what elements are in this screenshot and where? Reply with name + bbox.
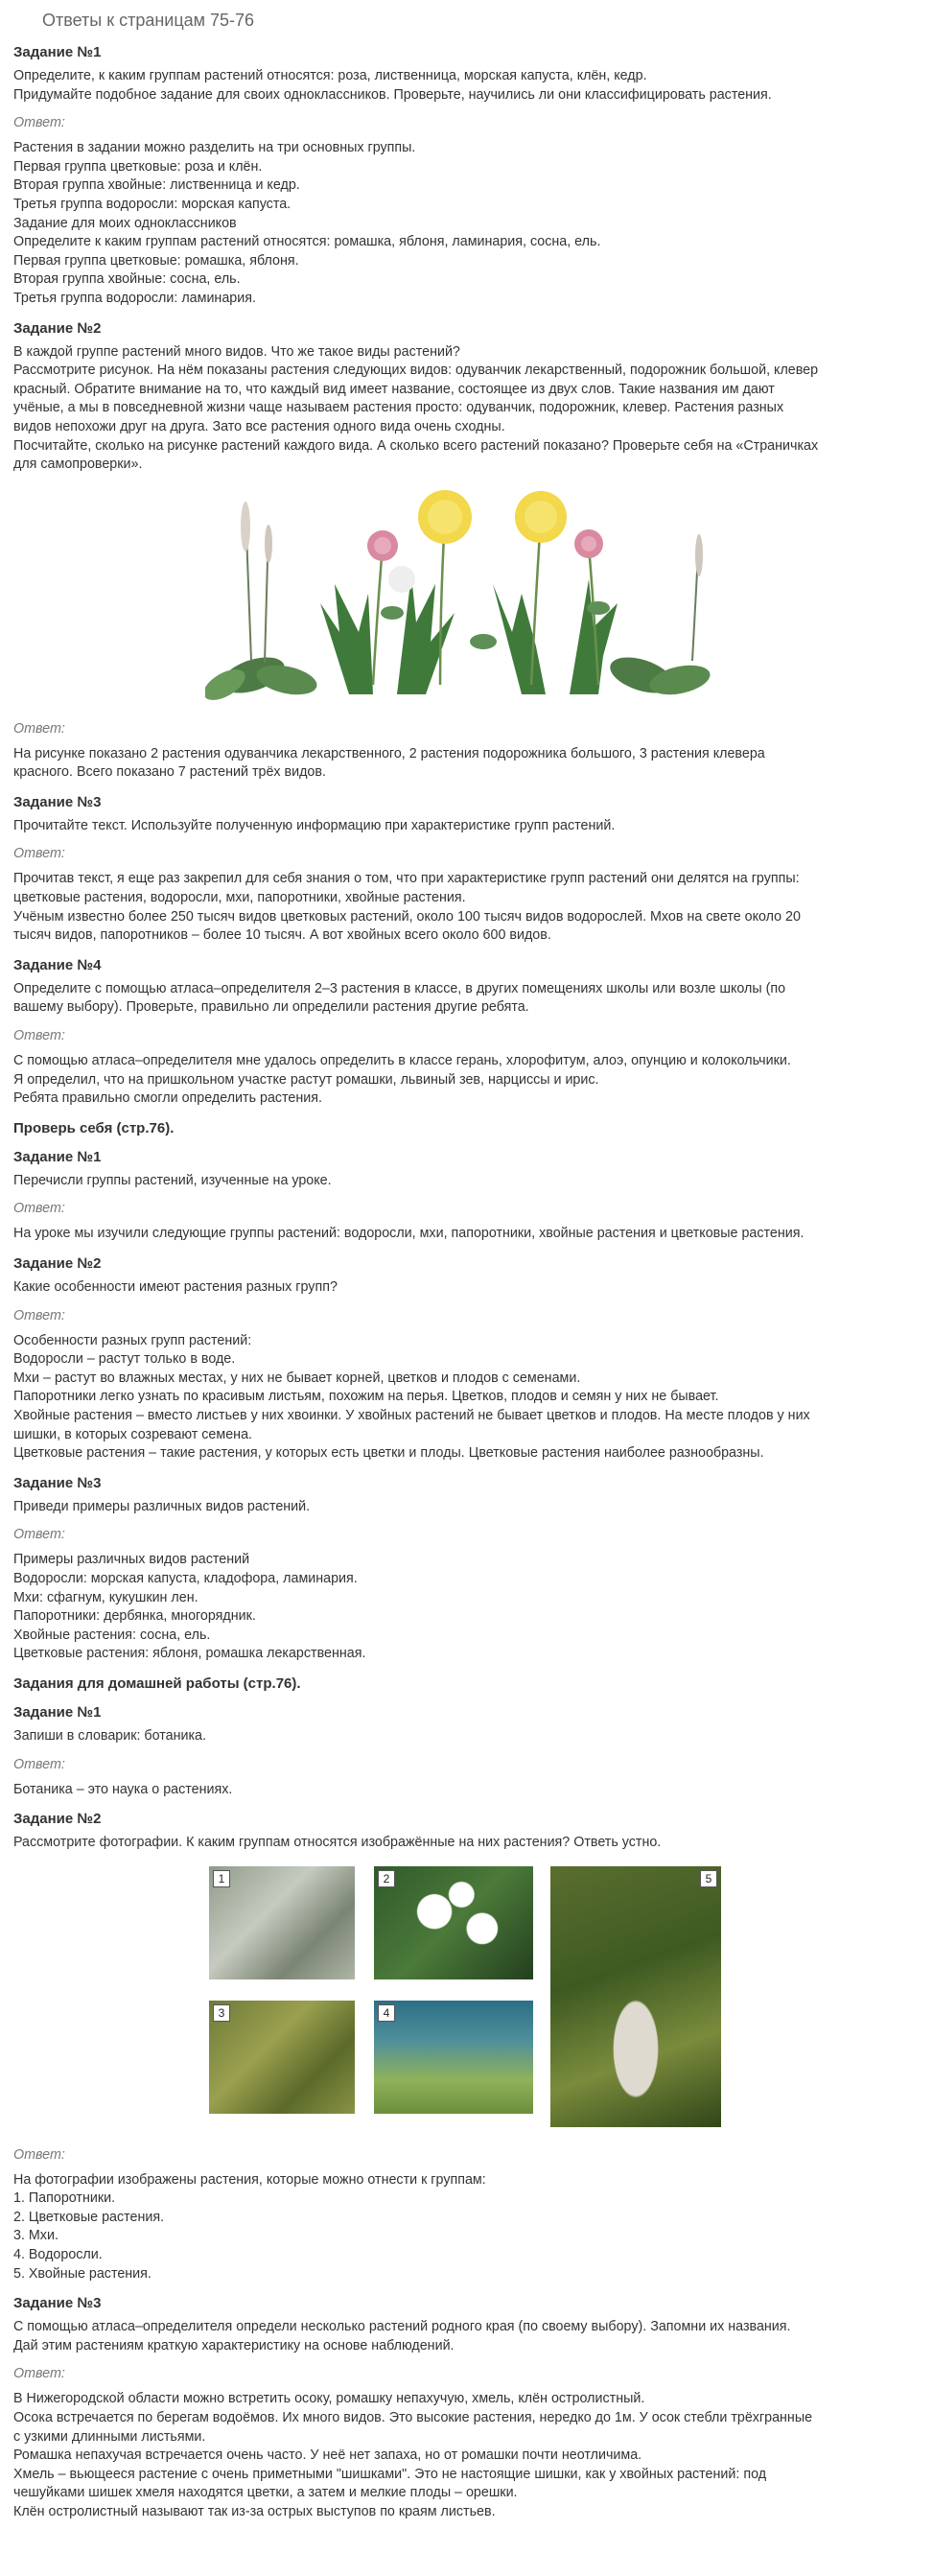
task1-answer-line: Определите к каким группам растений относятся: ромашка, яблоня, ламинария, сосна, ель. — [13, 234, 601, 250]
home-q3-question — [13, 2318, 921, 2355]
task4-question-line: Определите с помощью атласа–определителя 2–3 растения в классе, в других помещениях школы или возле школы (по — [13, 980, 786, 996]
dandelion-leaves — [320, 574, 618, 694]
check-q3-question-line: Приведи примеры различных видов растений. — [13, 1498, 311, 1514]
task2-answer-label: Ответ: — [13, 720, 65, 737]
check-q1-answer — [13, 1225, 921, 1244]
home-q2-question-line: Рассмотрите фотографии. К каким группам относятся изображённые на них растения? Ответь устно. — [13, 1835, 662, 1851]
task1-answer-line: Вторая группа хвойные: лиственница и кедр. — [13, 177, 300, 194]
photo-fern — [209, 1866, 355, 1979]
page-title: Ответы к страницам 75-76 — [42, 11, 255, 30]
task1-answer-line: Задание для моих одноклассников — [13, 215, 237, 231]
task3-answer — [13, 870, 921, 945]
home-q1-answer-line: Ботаника – это наука о растениях. — [13, 1781, 233, 1797]
check-q2-answer-line: Особенности разных групп растений: — [13, 1332, 252, 1348]
home-q3-answer-line: Ромашка непахучая встречается очень часто. У неё нет запаха, но от ромашки почти неотличима. — [13, 2447, 642, 2464]
home-heading: Задания для домашней работы (стр.76). — [13, 1674, 301, 1692]
check-q2-heading: Задание №2 — [13, 1255, 102, 1272]
task2-question-line: В каждой группе растений много видов. Что же такое виды растений? — [13, 343, 460, 360]
home-q2-answer-line: 1. Папоротники. — [13, 2190, 116, 2207]
task4-answer — [13, 1052, 921, 1109]
home-q3-answer — [13, 2390, 921, 2521]
check-q1-answer-label: Ответ: — [13, 1201, 65, 1217]
task3-answer-line: Учёным известно более 250 тысяч видов цветковых растений, около 100 тысяч видов водорослей. Мхов на свете около 20 — [13, 908, 801, 925]
photo-moss — [209, 2001, 355, 2114]
dandelion-flowers — [418, 490, 567, 544]
task3-heading: Задание №3 — [13, 793, 102, 810]
check-q3-question — [13, 1498, 921, 1517]
home-q3-question-line: Дай этим растениям краткую характеристику на основе наблюдений. — [13, 2337, 455, 2354]
task2-question-line: Рассмотрите рисунок. На нём показаны растения следующих видов: одуванчик лекарственный, подорожник большой, клевер — [13, 363, 819, 379]
task3-question — [13, 817, 921, 836]
home-q1-question — [13, 1727, 921, 1746]
task4-answer-label: Ответ: — [13, 1028, 65, 1044]
task2-answer — [13, 745, 921, 783]
check-q1-heading: Задание №1 — [13, 1148, 102, 1165]
home-q3-answer-line: Осока встречается по берегам водоёмов. Их много видов. Это высокие растения, нередко до 1м. У осок стебли трёхгранные — [13, 2410, 813, 2426]
task1-answer-line: Первая группа цветковые: роза и клён. — [13, 158, 263, 175]
plant-photos — [209, 1866, 746, 2135]
check-q3-answer-line: Водоросли: морская капуста, кладофора, ламинария. — [13, 1570, 358, 1586]
task2-question-line: учёные, а мы в повседневной жизни чаще называем растения просто: одуванчик, подорожник, клевер. Растения разных — [13, 400, 784, 416]
plantain-leaves — [205, 650, 712, 706]
task2-question — [13, 343, 921, 475]
photo-flowers — [374, 1866, 533, 1979]
check-q2-answer-line: Цветковые растения – такие растения, у которых есть цветки и плоды. Цветковые растения наиболее разнообразны. — [13, 1445, 764, 1462]
photo-number: 2 — [378, 1870, 395, 1887]
task2-answer-line: красного. Всего показано 7 растений трёх видов. — [13, 764, 326, 781]
task4-answer-line: Я определил, что на пришкольном участке растут ромашки, львиный зев, нарциссы и ирис. — [13, 1071, 599, 1088]
check-q2-answer-line: шишки, в которых созревают семена. — [13, 1426, 252, 1442]
check-q2-answer-line: Мхи – растут во влажных местах, у них не бывает корней, цветков и плодов с семенами. — [13, 1370, 581, 1386]
check-q2-answer-line: Хвойные растения – вместо листьев у них хвоинки. У хвойных растений не бывает цветков и плодов. На месте плодов у них — [13, 1407, 810, 1423]
task1-answer-line: Третья группа водоросли: ламинария. — [13, 290, 256, 306]
task2-question-line: для самопроверки». — [13, 457, 143, 473]
check-q3-answer-line: Примеры различных видов растений — [13, 1552, 250, 1568]
home-q3-answer-line: чешуйками шишек хмеля находятся цветки, а затем и мелкие плоды – орешки. — [13, 2485, 518, 2501]
task2-question-line: красный. Обратите внимание на то, что каждый вид имеет название, состоящее из двух слов. Такие названия им дают — [13, 381, 775, 397]
home-q1-answer — [13, 1781, 921, 1800]
check-q3-answer — [13, 1551, 921, 1664]
check-q1-question — [13, 1172, 921, 1191]
check-q3-answer-line: Мхи: сфагнум, кукушкин лен. — [13, 1589, 198, 1605]
photo-number: 5 — [700, 1870, 717, 1887]
check-q3-heading: Задание №3 — [13, 1474, 102, 1491]
check-q3-answer-line: Папоротники: дербянка, многорядник. — [13, 1608, 256, 1625]
task2-question-line: видов непохожи друг на друга. Зато все растения одного вида очень сходны. — [13, 418, 505, 434]
task1-answer-line: Третья группа водоросли: морская капуста. — [13, 196, 292, 212]
photo-number: 3 — [213, 2004, 230, 2022]
task4-heading: Задание №4 — [13, 956, 102, 973]
check-q1-question-line: Перечисли группы растений, изученные на уроке. — [13, 1172, 332, 1188]
check-q2-answer-line: Папоротники легко узнать по красивым листьям, похожим на перья. Цветков, плодов и семян у них не бывает. — [13, 1389, 719, 1405]
check-q2-question — [13, 1278, 921, 1298]
task1-question-line: Определите, к каким группам растений относятся: роза, лиственница, морская капуста, клён, кедр. — [13, 68, 647, 83]
photo-pine-cone — [550, 1866, 721, 2127]
task1-heading: Задание №1 — [13, 44, 102, 60]
home-q2-answer-line: 3. Мхи. — [13, 2228, 58, 2244]
task3-answer-line: Прочитав текст, я еще раз закрепил для себя знания о том, что при характеристике групп растений они делятся на группы: — [13, 871, 800, 887]
clover-flowers — [367, 529, 603, 593]
home-q1-heading: Задание №1 — [13, 1703, 102, 1721]
check-q1-answer-line: На уроке мы изучили следующие группы растений: водоросли, мхи, папоротники, хвойные растения и цветковые растения. — [13, 1226, 805, 1242]
home-q2-answer-line: 4. Водоросли. — [13, 2247, 103, 2263]
task3-answer-line: тысяч видов, папоротников – более 10 тысяч. А вот хвойных всего около 600 видов. — [13, 927, 551, 944]
home-q2-answer-line: На фотографии изображены растения, которые можно отнести к группам: — [13, 2171, 486, 2188]
task3-question-line: Прочитайте текст. Используйте полученную информацию при характеристике групп растений. — [13, 817, 616, 833]
photo-number: 4 — [378, 2004, 395, 2022]
plants-illustration-svg — [205, 488, 723, 707]
home-q2-answer — [13, 2171, 921, 2284]
home-q3-heading: Задание №3 — [13, 2295, 102, 2312]
task1-answer-label: Ответ: — [13, 115, 65, 131]
task2-answer-line: На рисунке показано 2 растения одуванчика лекарственного, 2 растения подорожника большого, 3 растения клевера — [13, 745, 765, 761]
home-q2-question — [13, 1834, 921, 1853]
home-q3-answer-label: Ответ: — [13, 2366, 65, 2382]
home-q3-answer-line: Клён остролистный называют так из-за острых выступов по краям листьев. — [13, 2504, 496, 2519]
check-heading: Проверь себя (стр.76). — [13, 1119, 175, 1136]
check-q2-answer-label: Ответ: — [13, 1307, 65, 1323]
home-q3-answer-line: с узкими длинными листьями. — [13, 2428, 206, 2445]
task2-question-line: Посчитайте, сколько на рисунке растений каждого вида. А сколько всего растений показано? Проверьте себя на «Страничках — [13, 437, 819, 454]
task4-answer-line: Ребята правильно смогли определить растения. — [13, 1090, 322, 1107]
home-q1-answer-label: Ответ: — [13, 1756, 65, 1772]
check-q2-answer-line: Водоросли – растут только в воде. — [13, 1351, 236, 1368]
home-q1-question-line: Запиши в словарик: ботаника. — [13, 1727, 206, 1744]
task1-answer-line: Первая группа цветковые: ромашка, яблоня. — [13, 252, 299, 269]
task3-answer-label: Ответ: — [13, 846, 65, 862]
check-q3-answer-label: Ответ: — [13, 1527, 65, 1543]
home-q2-answer-line: 2. Цветковые растения. — [13, 2209, 165, 2225]
check-q2-question-line: Какие особенности имеют растения разных групп? — [13, 1279, 338, 1295]
task4-question-line: вашему выбору). Проверьте, правильно ли определили растения другие ребята. — [13, 999, 529, 1016]
task1-question-line: Придумайте подобное задание для своих одноклассников. Проверьте, научились ли они классифицировать растения. — [13, 86, 772, 103]
task1-answer-line: Вторая группа хвойные: сосна, ель. — [13, 271, 241, 288]
photo-algae — [374, 2001, 533, 2114]
task3-answer-line: цветковые растения, водоросли, мхи, папоротники, хвойные растения. — [13, 890, 466, 906]
home-q2-answer-line: 5. Хвойные растения. — [13, 2265, 152, 2282]
task4-question — [13, 980, 921, 1018]
home-q3-question-line: С помощью атласа–определителя определи несколько растений родного края (по своему выбору). Запомни их названия. — [13, 2319, 791, 2335]
check-q2-answer — [13, 1332, 921, 1464]
check-q3-answer-line: Хвойные растения: сосна, ель. — [13, 1627, 211, 1643]
task1-answer — [13, 139, 921, 308]
photo-number: 1 — [213, 1870, 230, 1887]
home-q3-answer-line: Хмель – вьющееся растение с очень приметными "шишками". Это не настоящие шишки, как у хвойных растений: под — [13, 2466, 767, 2482]
check-q3-answer-line: Цветковые растения: яблоня, ромашка лекарственная. — [13, 1646, 366, 1662]
task1-question — [13, 67, 921, 105]
home-q3-answer-line: В Нижегородской области можно встретить осоку, ромашку непахучую, хмель, клён остролистный. — [13, 2391, 645, 2407]
task4-answer-line: С помощью атласа–определителя мне удалось определить в классе герань, хлорофитум, алоэ, опунцию и колокольчики. — [13, 1053, 791, 1069]
home-q2-answer-label: Ответ: — [13, 2146, 65, 2163]
plants-illustration — [205, 488, 723, 707]
home-q2-heading: Задание №2 — [13, 1811, 102, 1828]
task2-heading: Задание №2 — [13, 319, 102, 337]
task1-answer-line: Растения в задании можно разделить на три основных группы. — [13, 140, 416, 156]
